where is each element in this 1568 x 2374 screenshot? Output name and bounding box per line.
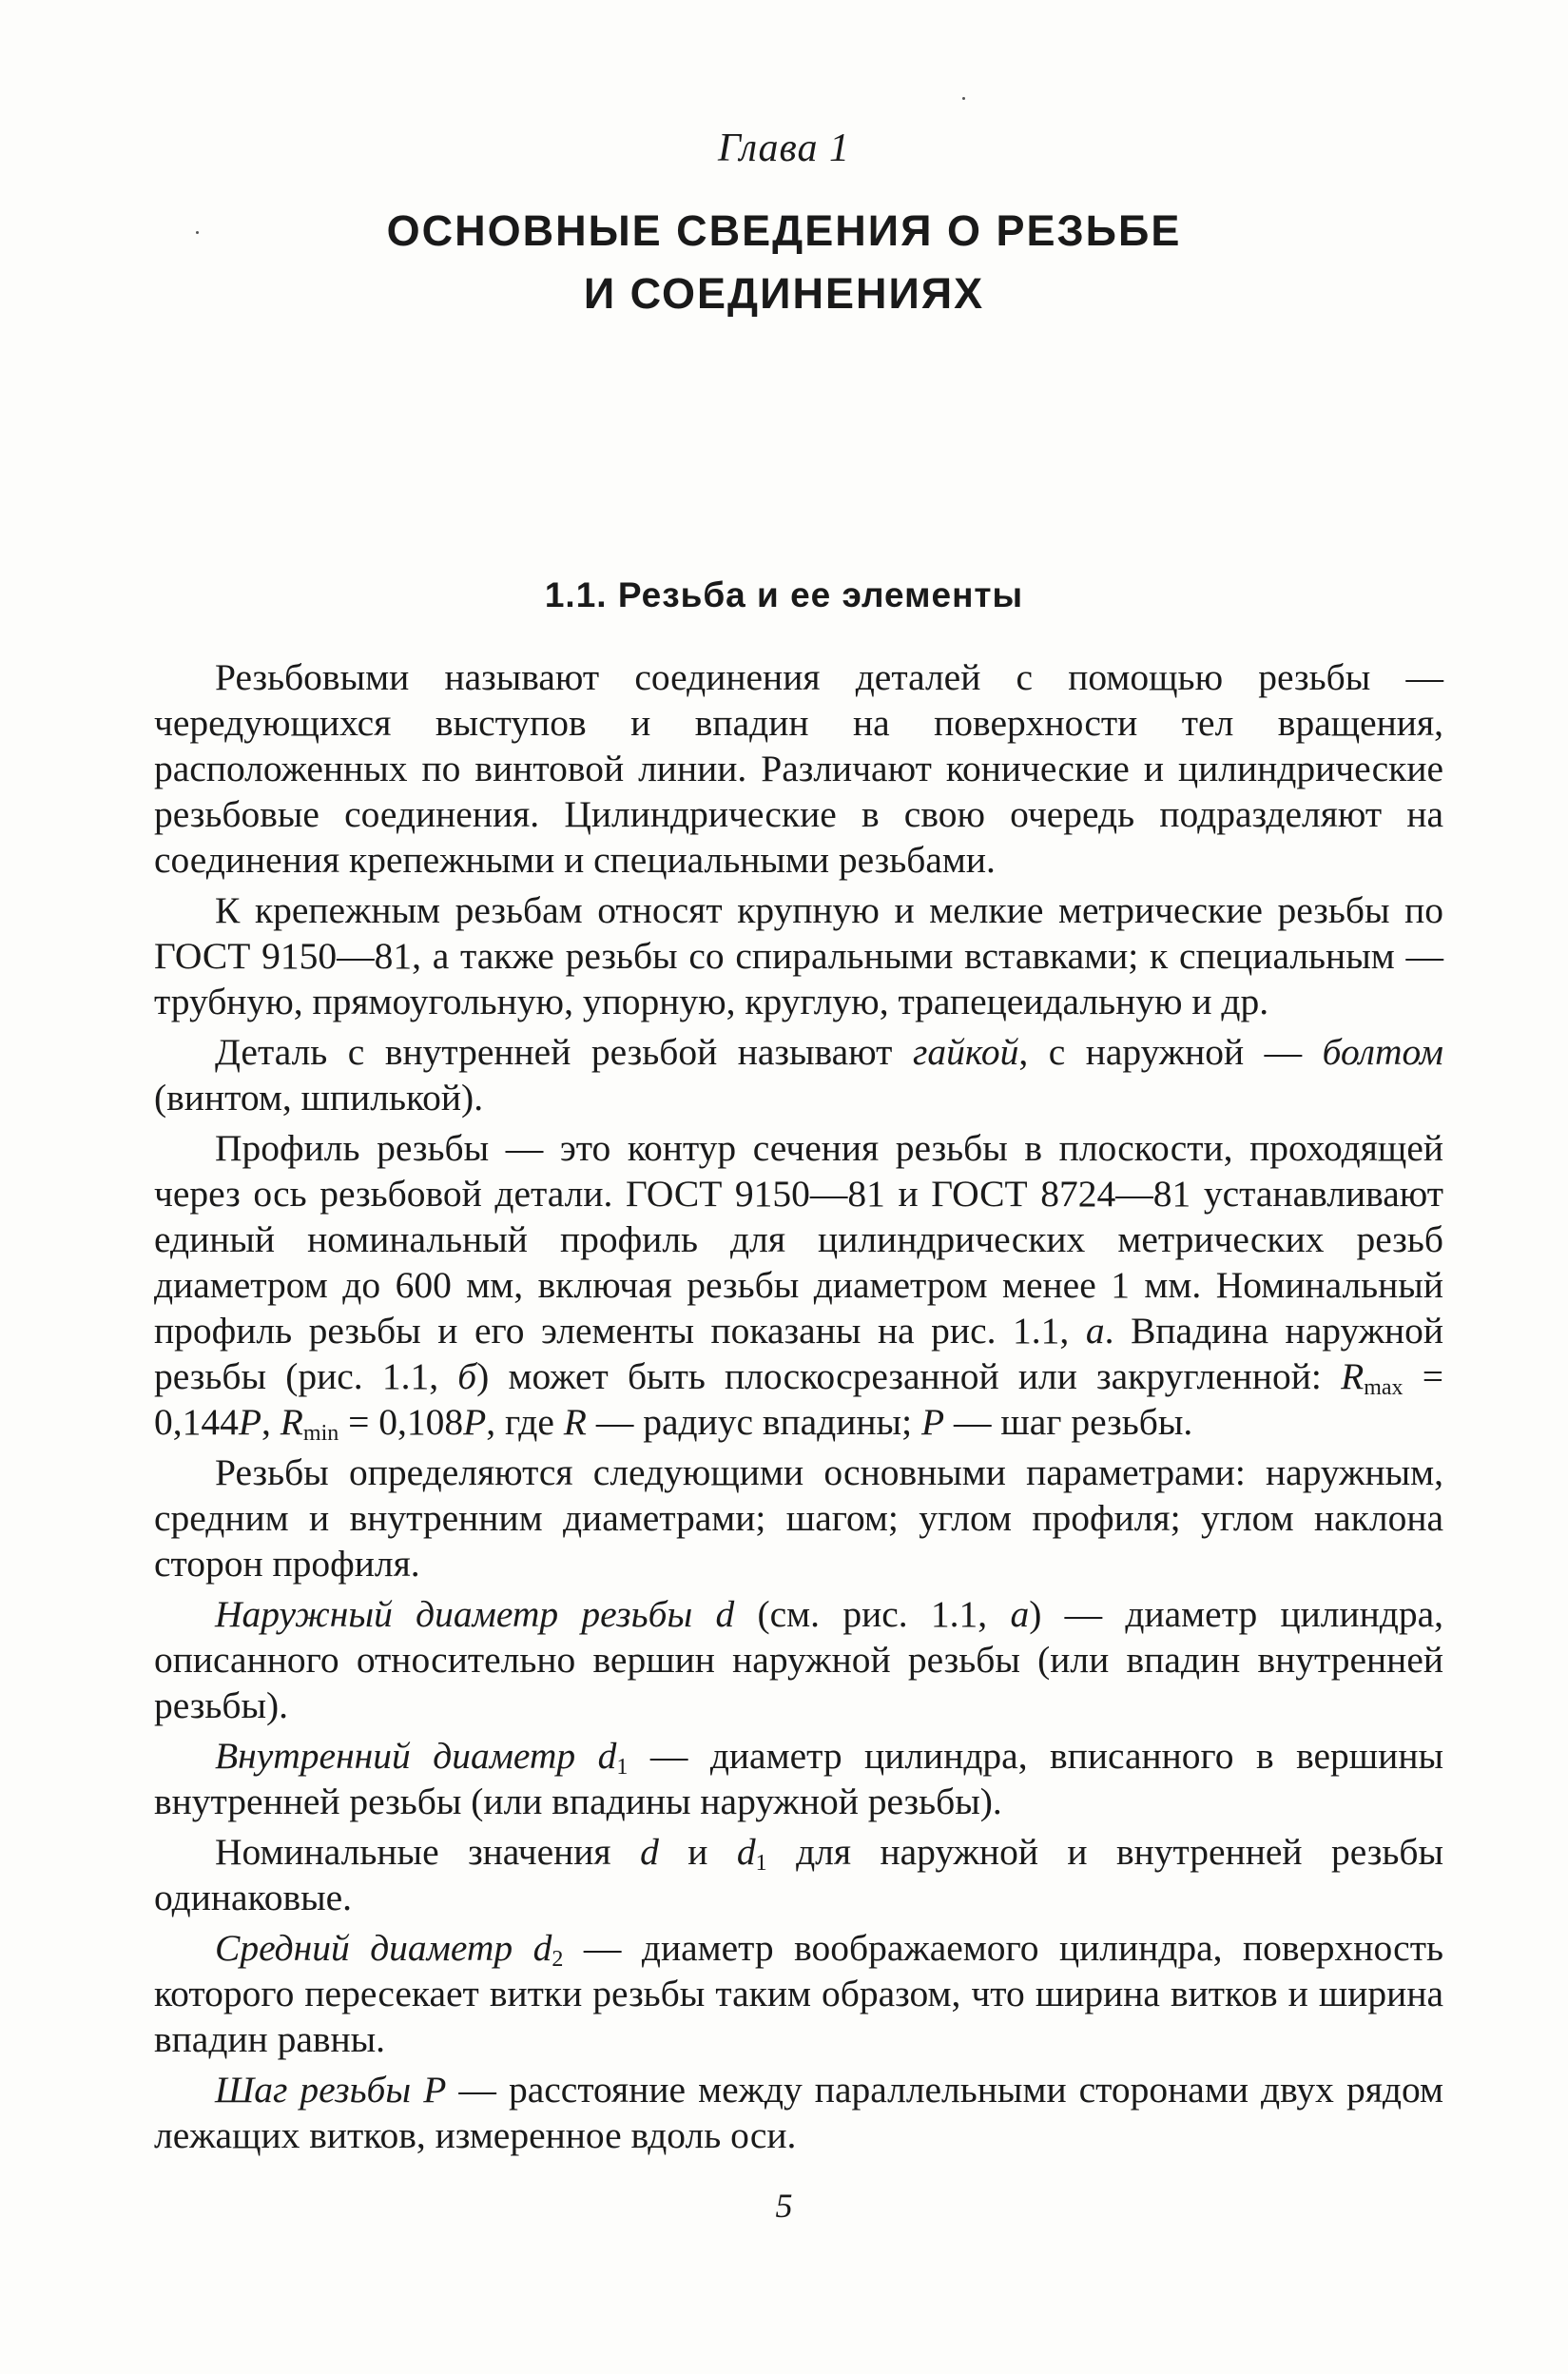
section-heading: 1.1. Резьба и ее элементы bbox=[544, 575, 1024, 614]
paragraph-main-parameters: Резьбы определяются следующими основными параметрами: наружным, средним и внутренним диаметрами; шагом; углом профиля; углом наклона сторон профиля. bbox=[154, 1451, 1443, 1585]
chapter-title-line: ОСНОВНЫЕ СВЕДЕНИЯ О РЕЗЬБЕ bbox=[386, 206, 1182, 255]
paragraph-threads-definition: Резьбовыми называют соединения деталей с помощью резьбы — чередующихся выступов и впадин на поверхности тел вращения, расположенных по винтовой линии. Различают конические и цилиндрические резьбовые соединения. Цилиндрические в свою очередь подразделяют на соединения крепежными и специальными резьбами. bbox=[154, 656, 1443, 881]
term-thread-pitch: Шаг резьбы P bbox=[215, 2069, 447, 2111]
term-pitch-diameter: Средний диаметр d bbox=[215, 1927, 552, 1969]
paragraph-major-diameter: Наружный диаметр резьбы d (см. рис. 1.1, а) — диаметр цилиндра, описанного относительно вершин наружной резьбы (или впадин внутренней резьбы). bbox=[154, 1593, 1443, 1726]
chapter-title-line: И СОЕДИНЕНИЯХ bbox=[583, 269, 985, 318]
paragraph-minor-diameter: Внутренний диаметр $d_1$ — диаметр цилиндра, вписанного в вершины внутренней резьбы (или впадины наружной резьбы). bbox=[154, 1735, 1443, 1822]
paragraph-pitch-diameter: Средний диаметр $d_2$ — диаметр воображаемого цилиндра, поверхность которого пересекает витки резьбы таким образом, что ширина витков и ширина впадин равны. bbox=[154, 1927, 1443, 2060]
paragraph-nut-bolt: Деталь с внутренней резьбой называют гайкой, с наружной — болтом (винтом, шпилькой). bbox=[154, 1031, 1443, 1119]
scan-speck bbox=[962, 97, 965, 100]
paragraph-nominal-values: Номинальные значения d и $d_1$ для наружной и внутренней резьбы одинаковые. bbox=[154, 1831, 1443, 1918]
page-number: 5 bbox=[775, 2187, 793, 2225]
term-bolt: болтом bbox=[1322, 1031, 1443, 1073]
chapter-label: Глава 1 bbox=[718, 126, 850, 170]
paragraph-fastening-threads: К крепежным резьбам относят крупную и мелкие метрические резьбы по ГОСТ 9150—81, а также резьбы со спиральными вставками; к специальным — трубную, прямоугольную, упорную, круглую, трапецеидальную и др. bbox=[154, 889, 1443, 1022]
body-text bbox=[154, 654, 1443, 2163]
term-major-diameter: Наружный диаметр резьбы d bbox=[215, 1593, 735, 1635]
term-nut: гайкой bbox=[912, 1031, 1019, 1073]
paragraph-thread-pitch: Шаг резьбы P — расстояние между параллельными сторонами двух рядом лежащих витков, измеренное вдоль оси. bbox=[154, 2069, 1443, 2156]
term-minor-diameter: Внутренний диаметр d bbox=[215, 1735, 617, 1777]
paragraph-thread-profile: Профиль резьбы — это контур сечения резьбы в плоскости, проходящей через ось резьбовой детали. ГОСТ 9150—81 и ГОСТ 8724—81 устанавливают единый номинальный профиль для цилиндрических метрических резьб диаметром до 600 мм, включая резьбы диаметром менее 1 мм. Номинальный профиль резьбы и его элементы показаны на рис. 1.1, а. Впадина наружной резьбы (рис. 1.1, б) может быть плоскосрезанной или закругленной: $R_{max} = 0,144P$, $R_{min} = 0,108P$, где R — радиус впадины; P — шаг резьбы. bbox=[154, 1127, 1444, 1446]
chapter-title bbox=[0, 200, 1568, 325]
